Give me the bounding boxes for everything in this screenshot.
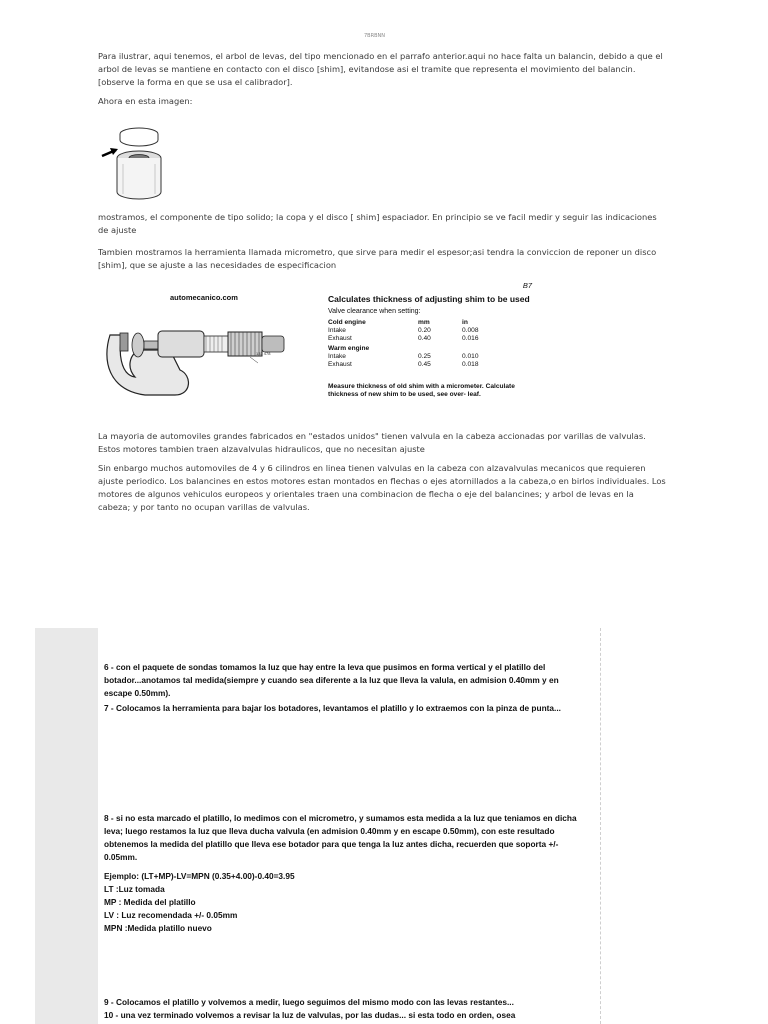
step-6: 6 - con el paquete de sondas tomamos la luz que hay entre la leva que pusimos en forma vertical y el platillo del botador...anotamos tal medida(siempre y cuando sea diferente a la luz que lleva la valula, en admision 0.40mm y en escape 0.50mm). (104, 662, 559, 698)
step-9: 9 - Colocamos el platillo y volvemos a medir, luego seguimos del mismo modo con las levas restantes... (104, 997, 514, 1007)
value-mm: 0.25 (418, 353, 431, 360)
table-row (328, 327, 528, 335)
valve-clearance-label: Valve clearance when setting: (328, 308, 421, 315)
step-8: 8 - si no esta marcado el platillo, lo medimos con el micrometro, y sumamos esta medida a la luz que teniamos en dicha leva; luego restamos la luz que lleva ducha valvula (en admision 0.40mm y en escape 0.50mm), con este resultado obtenemos la medida del platillo que lleva ese botador para que tenga la luz antes dicha, recuerden que soporta +/- 0.05mm. (104, 813, 577, 862)
value-in: 0.010 (462, 353, 479, 360)
step-7: 7 - Colocamos la herramienta para bajar los botadores, levantamos el platillo y lo extraemos con la pinza de punta... (104, 703, 561, 713)
col-mm: mm (418, 319, 430, 326)
legend-lt: LT :Luz tomada (104, 884, 165, 894)
warm-engine-label: Warm engine (328, 345, 370, 352)
value-mm: 0.45 (418, 361, 431, 368)
table-row (328, 345, 528, 353)
row-label: Exhaust (328, 335, 352, 342)
paragraph-inline-engines: Sin enbargo muchos automoviles de 4 y 6 cilindros en linea tienen valvulas en la cabeza con alzavalvulas mecanicos que requieren ajuste periodico. Los balancines en estos motores estan montados en flechas o ejes atornillados a la cabeza,o en birlos individuales. Los motores de algunos vehiculos europeos y orientales traen una combinacion de flecha o eje del balancines; y arbol de levas en la cabeza; y por tanto no ocupan varillas de valvulas. (98, 463, 666, 512)
row-label: Intake (328, 353, 346, 360)
legend-lv: LV : Luz recomendada +/- 0.05mm (104, 910, 238, 920)
part-number: 133 478 (256, 351, 271, 356)
micrometer-illustration (100, 305, 300, 405)
row-label: Exhaust (328, 361, 352, 368)
cold-engine-label: Cold engine (328, 319, 366, 326)
table-row (328, 319, 528, 327)
figure-brand: automecanico.com (170, 293, 238, 302)
table-row (328, 335, 528, 343)
legend-mpn: MPN :Medida platillo nuevo (104, 923, 212, 933)
paragraph-micrometer: Tambien mostramos la herramienta llamada micrometro, que sirve para medir el espesor;asi tendra la conviccion de reponer un disco [shim], que se ajuste a las necesidades de especificacion (98, 247, 657, 270)
page-header-mark: 7BRBNN (364, 33, 385, 39)
bucket-tappet-illustration (98, 122, 188, 212)
row-label: Intake (328, 327, 346, 334)
paragraph-image-intro: Ahora en esta imagen: (98, 96, 193, 106)
valve-types-section (98, 430, 668, 520)
paragraph-us-engines: La mayoria de automoviles grandes fabricados en "estados unidos" tienen valvula en la cabeza accionadas por varillas de valvulas. Estos motores tambien traen alzavalvulas hidraulicos, que no necesitan ajuste (98, 431, 646, 454)
spec-title: Calculates thickness of adjusting shim to be used (328, 294, 530, 304)
table-row (328, 361, 528, 369)
figure-code: B7 (522, 281, 532, 290)
formula-example: Ejemplo: (LT+MP)-LV=MPN (0.35+4.00)-0.40=3.95 (104, 871, 295, 881)
legend-mp: MP : Medida del platillo (104, 897, 196, 907)
step-10: 10 - una vez terminado volvemos a revisar la luz de valvulas, por las dudas... si esta todo en orden, osea (104, 1010, 516, 1020)
value-mm: 0.40 (418, 335, 431, 342)
intro-section (98, 50, 668, 114)
paragraph-solid-component: mostramos, el componente de tipo solido; la copa y el disco [ shim] espaciador. En principio se ve facil medir y seguir las indicaciones de ajuste (98, 212, 657, 235)
clearance-table (328, 319, 528, 369)
value-in: 0.016 (462, 335, 479, 342)
table-row (328, 353, 528, 361)
value-in: 0.018 (462, 361, 479, 368)
col-in: in (462, 319, 468, 326)
value-mm: 0.20 (418, 327, 431, 334)
spec-note: Measure thickness of old shim with a micrometer. Calculate thickness of new shim to be used, see over- leaf. (328, 383, 515, 398)
paragraph-camshaft: Para ilustrar, aqui tenemos, el arbol de levas, del tipo mencionado en el parrafo anterior.aqui no hace falta un balancin, debido a que el arbol de levas se mantiene en contacto con el disco [shim], evitandose asi el tramite que representa el movimiento del balancin.[observe la forma en que se usa el calibrador]. (98, 51, 663, 87)
value-in: 0.008 (462, 327, 479, 334)
